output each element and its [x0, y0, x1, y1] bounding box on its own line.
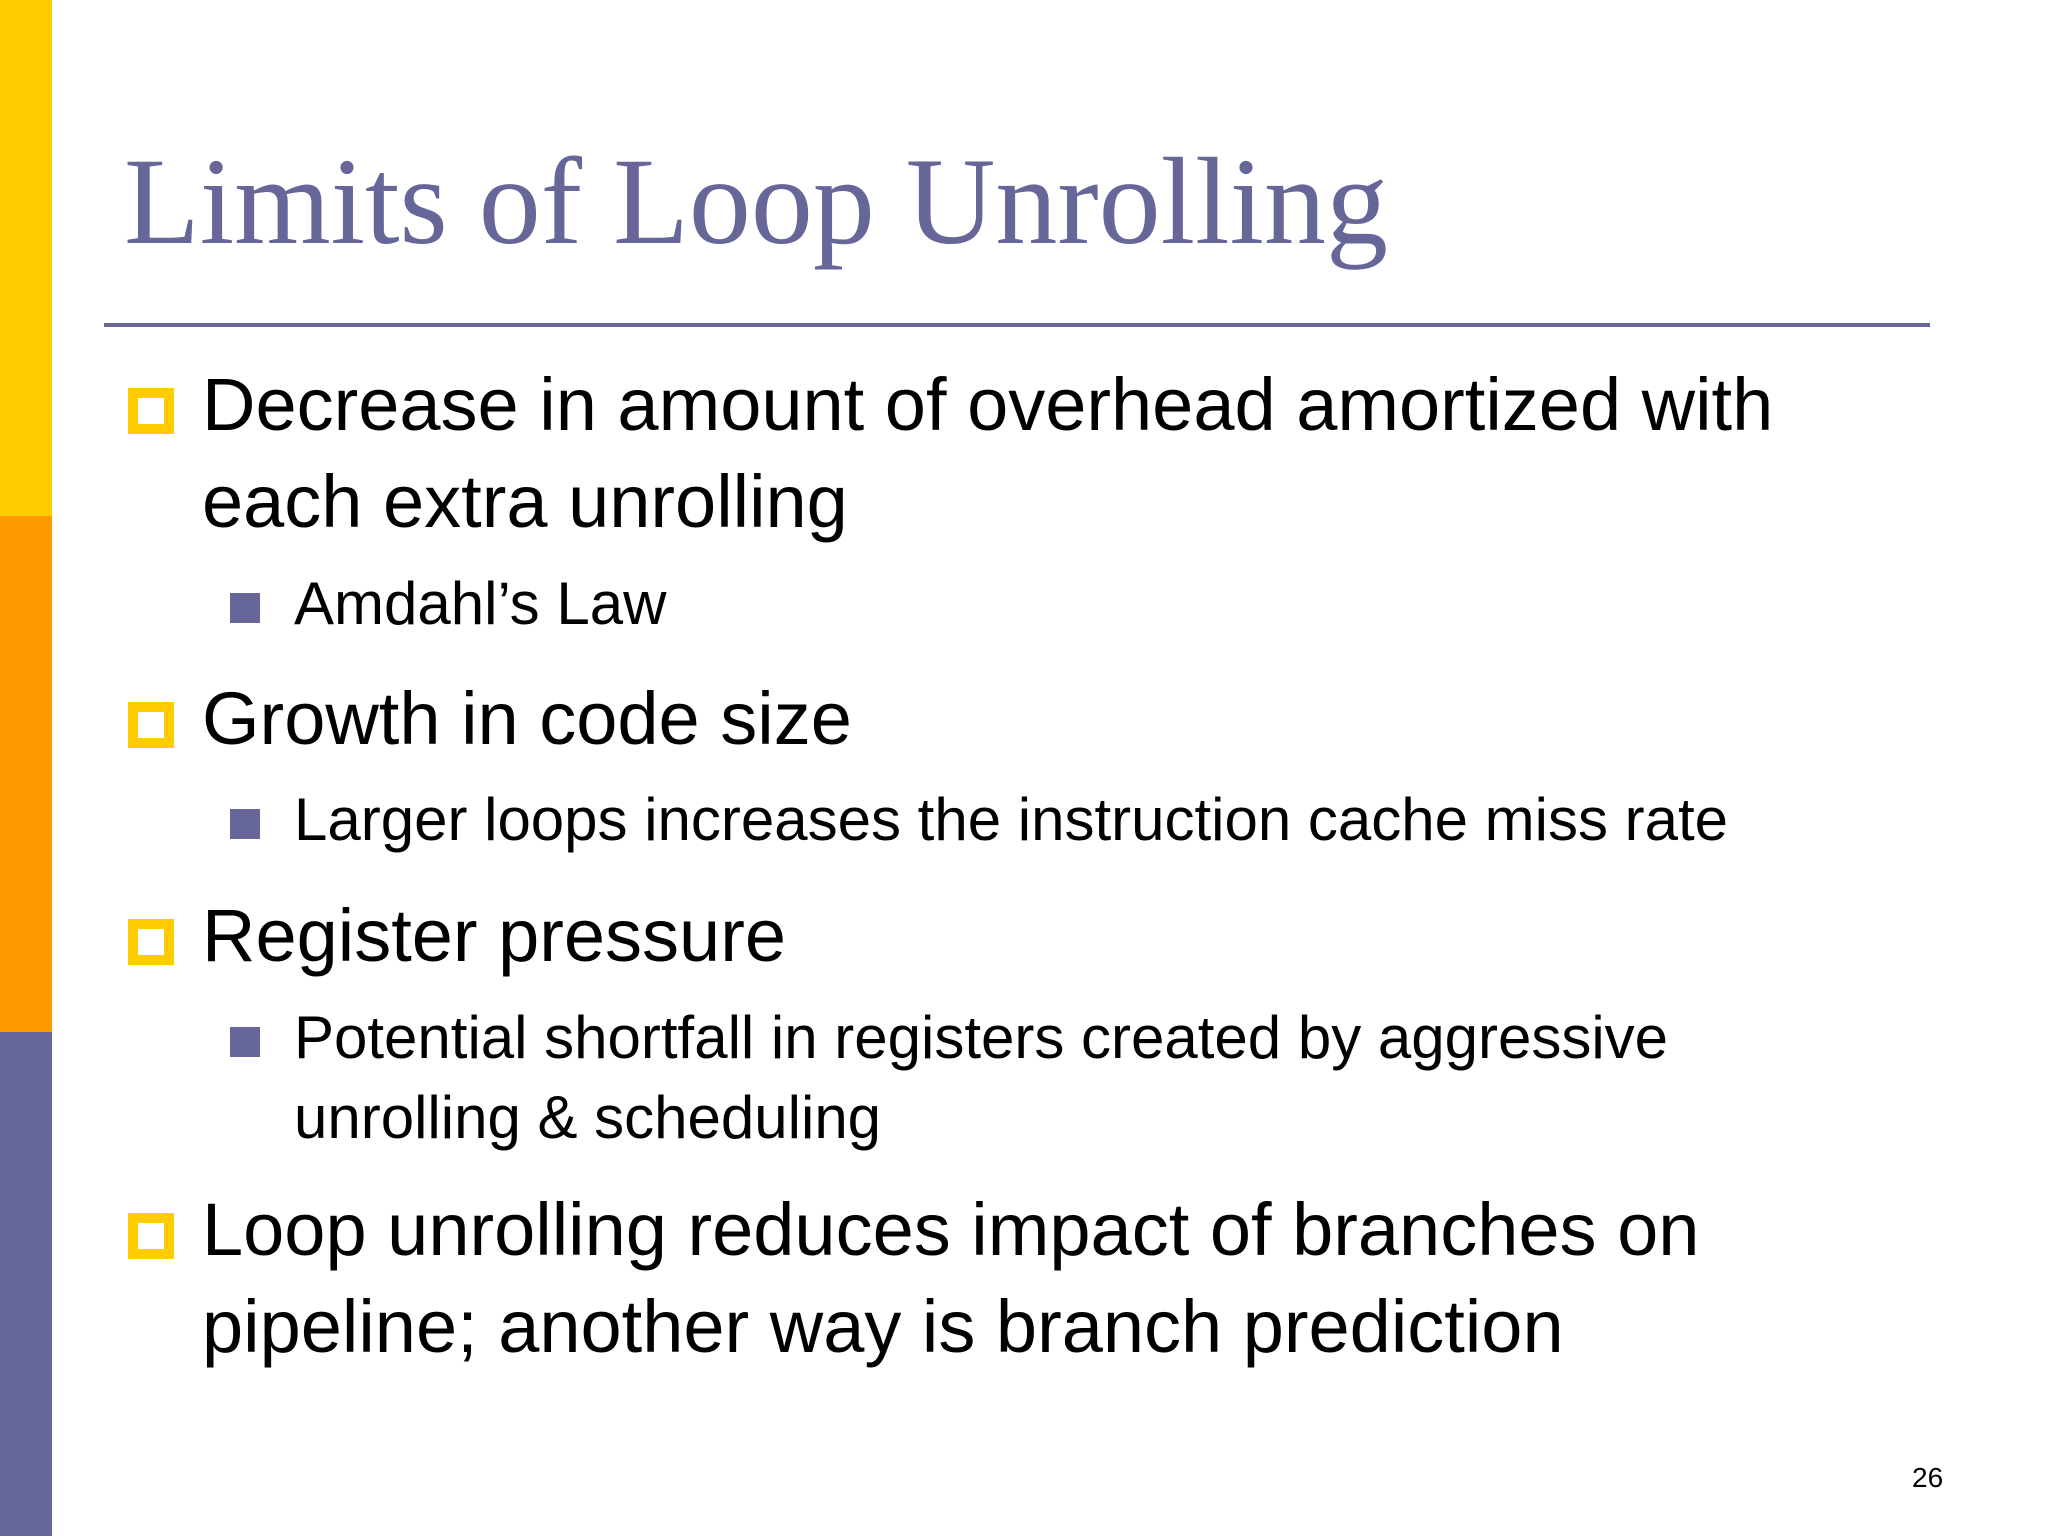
title-underline	[104, 323, 1930, 327]
slide-title: Limits of Loop Unrolling	[124, 133, 1389, 270]
side-bar-purple-segment	[0, 1032, 52, 1536]
bullet-3-line-1: Register pressure	[202, 894, 787, 977]
sub-bullet-square-icon	[230, 809, 260, 839]
bullet-3-sub-2: unrolling & scheduling	[294, 1084, 882, 1151]
sub-bullet-square-icon	[230, 1027, 260, 1057]
bullet-1-line-2: each extra unrolling	[202, 460, 848, 543]
side-color-bar	[0, 0, 52, 1536]
bullet-box-icon	[128, 919, 174, 965]
bullet-4-line-1: Loop unrolling reduces impact of branches on	[202, 1188, 1700, 1271]
bullet-3-sub-1: Potential shortfall in registers created by aggressive	[294, 1004, 1669, 1071]
page-number: 26	[1912, 1462, 1944, 1493]
bullet-box-icon	[128, 388, 174, 434]
bullet-2-line-1: Growth in code size	[202, 677, 852, 760]
sub-bullet-square-icon	[230, 593, 260, 623]
bullet-4-line-2: pipeline; another way is branch prediction	[202, 1285, 1564, 1368]
side-bar-yellow-segment	[0, 0, 52, 516]
bullet-box-icon	[128, 702, 174, 748]
bullet-1-line-1: Decrease in amount of overhead amortized with	[202, 363, 1774, 446]
bullet-2-sub-1: Larger loops increases the instruction cache miss rate	[294, 786, 1729, 853]
bullet-box-icon	[128, 1213, 174, 1259]
bullet-1-sub-1: Amdahl’s Law	[294, 570, 667, 637]
side-bar-orange-segment	[0, 516, 52, 1032]
